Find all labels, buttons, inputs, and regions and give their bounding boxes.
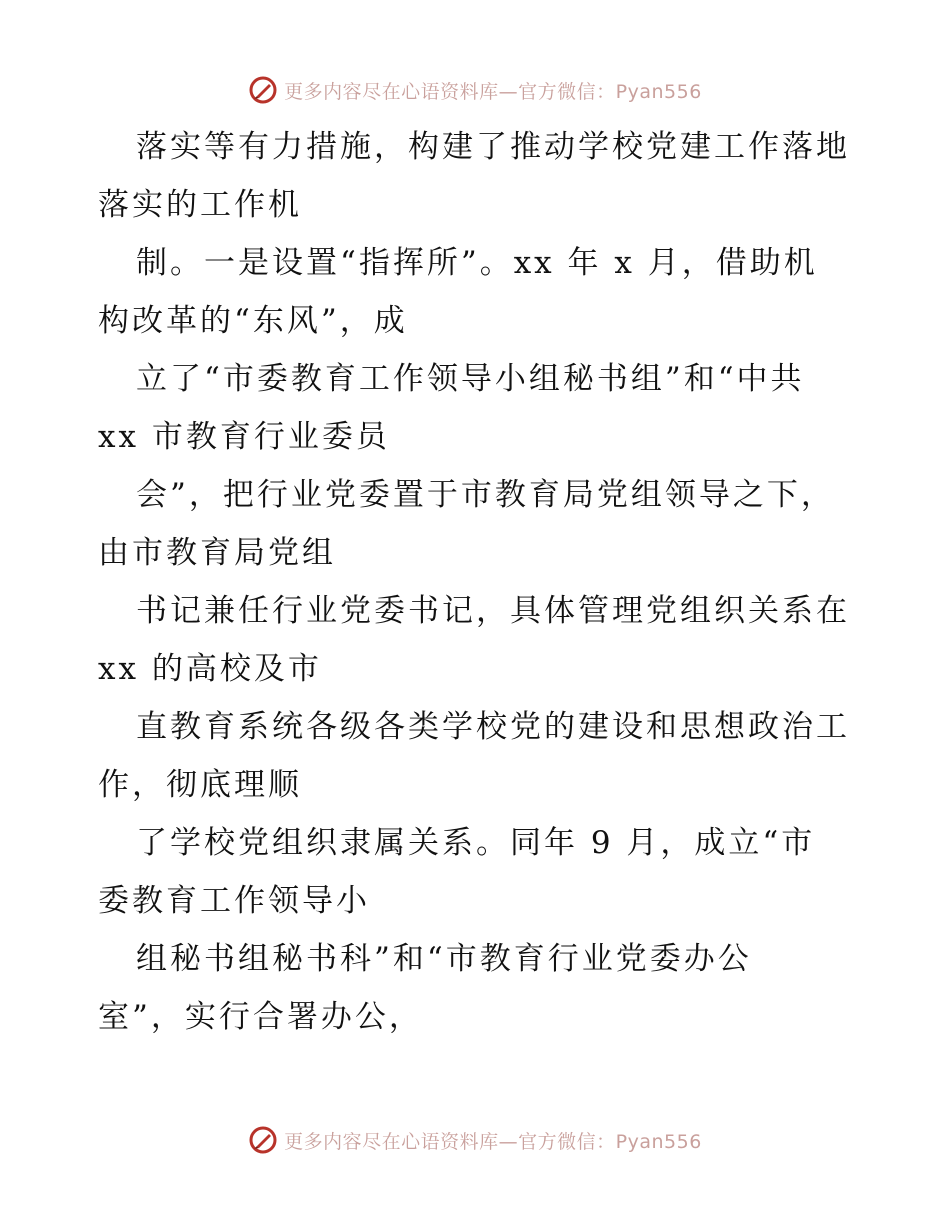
text-line: 构改革的“东风”，成 bbox=[98, 303, 408, 339]
text-line: 由市教育局党组 bbox=[98, 535, 336, 571]
text-line: 制。一是设置“指挥所”。xx 年 x 月，借助机 bbox=[136, 245, 818, 281]
text-line: xx 市教育行业委员 bbox=[98, 419, 390, 455]
text-line: 了学校党组织隶属关系。同年 9 月，成立“市 bbox=[136, 825, 816, 861]
text-line: xx 的高校及市 bbox=[98, 651, 322, 687]
watermark-text: 更多内容尽在心语资料库—官方微信：Pyan556 bbox=[284, 1130, 702, 1153]
text-line: 组秘书组秘书科”和“市教育行业党委办公 bbox=[136, 941, 752, 977]
header-watermark bbox=[0, 70, 950, 110]
quill-pen-icon bbox=[248, 75, 278, 105]
text-line: 会”，把行业党委置于市教育局党组领导之下， bbox=[136, 477, 835, 513]
quill-pen-icon bbox=[248, 1125, 278, 1155]
watermark-text: 更多内容尽在心语资料库—官方微信：Pyan556 bbox=[284, 80, 702, 103]
text-line: 委教育工作领导小 bbox=[98, 883, 370, 919]
footer-watermark bbox=[0, 1120, 950, 1160]
document-body bbox=[98, 118, 858, 1046]
text-line: 落实等有力措施，构建了推动学校党建工作落地 bbox=[136, 129, 850, 165]
text-line: 直教育系统各级各类学校党的建设和思想政治工 bbox=[136, 709, 850, 745]
text-line: 作，彻底理顺 bbox=[98, 767, 302, 803]
text-line: 书记兼任行业党委书记，具体管理党组织关系在 bbox=[136, 593, 850, 629]
text-line: 落实的工作机 bbox=[98, 187, 302, 223]
text-line: 立了“市委教育工作领导小组秘书组”和“中共 bbox=[136, 361, 805, 397]
text-line: 室”，实行合署办公， bbox=[98, 999, 423, 1035]
